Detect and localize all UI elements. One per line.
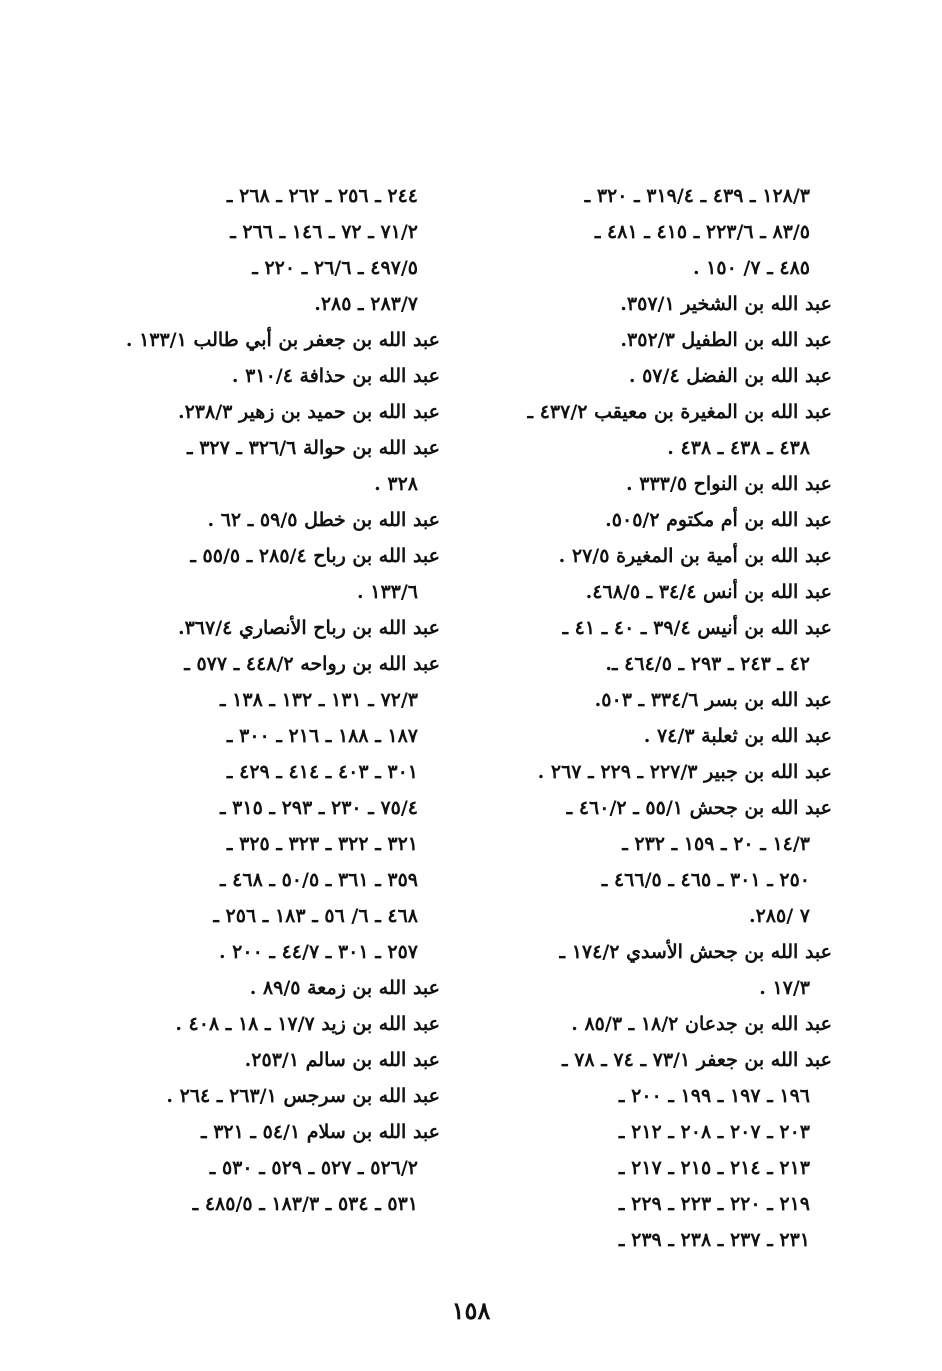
index-entry-continuation: ٣٥٩ ـ ٣٦١ ـ ٥٠/٥ ـ ٤٦٨ ـ — [219, 869, 418, 891]
index-entry-continuation: ٧١/٢ ـ ٧٢ ـ ١٤٦ ـ ٢٦٦ ـ — [230, 221, 418, 243]
index-entry-continuation: ٨٣/٥ ـ ٢٢٣/٦ ـ ٤١٥ ـ ٤٨١ ـ — [594, 221, 810, 243]
index-entry-continuation: ٢٨٣/٧ ـ ٢٨٥. — [314, 293, 418, 315]
index-entry: عبد الله بن حذافة ٣١٠/٤ . — [231, 365, 440, 387]
index-entry-continuation: ٣٢٨ . — [374, 473, 418, 495]
index-entry: عبد الله بن رواحه ٤٤٨/٢ ـ ٥٧٧ ـ — [184, 653, 440, 675]
index-entry: عبد الله بن جعفر بن أبي طالب ١٣٣/١ . — [125, 329, 440, 351]
index-entry: عبد الله بن سرجس ٢٦٣/١ ـ ٢٦٤ . — [166, 1085, 440, 1107]
index-entry: عبد الله بن جبير ٢٢٧/٣ ـ ٢٢٩ ـ ٢٦٧ . — [537, 761, 832, 783]
index-entry: عبد الله بن سالم ٢٥٣/١. — [244, 1049, 440, 1071]
index-entry-continuation: ١٤/٣ ـ ٢٠ ـ ١٥٩ ـ ٢٣٢ ـ — [622, 833, 810, 855]
index-entry-continuation: ٧٢/٣ ـ ١٣١ ـ ١٣٢ ـ ١٣٨ ـ — [219, 689, 418, 711]
index-entry: عبد الله بن زيد ١٧/٧ ـ ١٨ ـ ٤٠٨ . — [175, 1013, 440, 1035]
index-entry-continuation: ٢٥٠ ـ ٣٠١ ـ ٤٦٥ ـ ٤٦٦/٥ ـ — [601, 869, 810, 891]
index-entry-continuation: ٢١٩ ـ ٢٢٠ ـ ٢٢٣ ـ ٢٢٩ ـ — [618, 1193, 810, 1215]
index-column-left — [100, 178, 440, 1222]
index-entry-continuation: ٤٦٨ ـ ٦/ ٥٦ ـ ١٨٣ ـ ٢٥٦ ـ — [213, 905, 418, 927]
index-entry-continuation: ٤٨٥ ـ ٧/ ١٥٠ . — [692, 257, 810, 279]
index-entry-continuation: ١٩٦ ـ ١٩٧ ـ ١٩٩ ـ ٢٠٠ ـ — [618, 1085, 810, 1107]
index-entry-continuation: ١٧/٣ . — [759, 977, 810, 999]
index-entry: عبد الله بن رباح ٢٨٥/٤ ـ ٥٥/٥ ـ — [190, 545, 440, 567]
index-entry: عبد الله بن جحش الأسدي ١٧٤/٢ ـ — [559, 941, 832, 963]
index-entry: عبد الله بن أنس ٣٤/٤ ـ ٤٦٨/٥. — [585, 581, 832, 603]
index-entry-continuation: ١٨٧ ـ ١٨٨ ـ ٢١٦ ـ ٣٠٠ ـ — [226, 725, 418, 747]
index-entry-continuation: ٥٣١ ـ ٥٣٤ ـ ١٨٣/٣ ـ ٤٨٥/٥ ـ — [192, 1193, 418, 1215]
index-entry: عبد الله بن سلام ٥٤/١ ـ ٣٢١ ـ — [201, 1121, 440, 1143]
index-entry: عبد الله بن خطل ٥٩/٥ ـ ٦٢ . — [207, 509, 440, 531]
index-entry: عبد الله بن رباح الأنصاري ٣٦٧/٤. — [177, 617, 440, 639]
index-entry-continuation: ٧٥/٤ ـ ٢٣٠ ـ ٢٩٣ ـ ٣١٥ ـ — [219, 797, 418, 819]
index-entry-continuation: ٢٥٧ ـ ٣٠١ ـ ٤٤/٧ ـ ٢٠٠ . — [218, 941, 418, 963]
index-entry: عبد الله بن جدعان ١٨/٢ ـ ٨٥/٣ . — [571, 1013, 832, 1035]
index-entry: عبد الله بن الفضل ٥٧/٤ . — [628, 365, 832, 387]
index-column-right — [492, 178, 832, 1258]
index-entry: عبد الله بن بسر ٣٣٤/٦ ـ ٥٠٣. — [594, 689, 832, 711]
index-entry-continuation: ١٢٨/٣ ـ ٤٣٩ ـ ٣١٩/٤ ـ ٣٢٠ ـ — [584, 185, 810, 207]
index-entry: عبد الله بن ثعلبة ٧٤/٣ . — [643, 725, 832, 747]
index-entry: عبد الله بن جعفر ٧٣/١ ـ ٧٤ ـ ٧٨ ـ — [562, 1049, 832, 1071]
index-entry-continuation: ٢٠٣ ـ ٢٠٧ ـ ٢٠٨ ـ ٢١٢ ـ — [618, 1121, 810, 1143]
index-entry: عبد الله بن زمعة ٨٩/٥ . — [249, 977, 440, 999]
index-entry-continuation: ٢١٣ ـ ٢١٤ ـ ٢١٥ ـ ٢١٧ ـ — [618, 1157, 810, 1179]
index-entry-continuation: ٤٢ ـ ٢٤٣ ـ ٢٩٣ ـ ٤٦٤/٥ ـ. — [605, 653, 810, 675]
index-entry-continuation: ٢٣١ ـ ٢٣٧ ـ ٢٣٨ ـ ٢٣٩ ـ — [618, 1229, 810, 1251]
index-entry: عبد الله بن أمية بن المغيرة ٢٧/٥ . — [558, 545, 832, 567]
index-entry-continuation: ٥٢٦/٢ ـ ٥٢٧ ـ ٥٢٩ ـ ٥٣٠ ـ — [209, 1157, 418, 1179]
index-entry: عبد الله بن الشخير ٣٥٧/١. — [620, 293, 832, 315]
index-entry-continuation: ٤٣٨ ـ ٤٣٨ ـ ٤٣٨ . — [667, 437, 810, 459]
index-entry: عبد الله بن جحش ٥٥/١ ـ ٤٦٠/٢ ـ — [566, 797, 832, 819]
index-entry-continuation: ٢٤٤ ـ ٢٥٦ ـ ٢٦٢ ـ ٢٦٨ ـ — [226, 185, 418, 207]
index-entry-continuation: ٤٩٧/٥ ـ ٢٦/٦ ـ ٢٢٠ ـ — [252, 257, 418, 279]
index-entry-continuation: ٣٠١ ـ ٤٠٣ ـ ٤١٤ ـ ٤٢٩ ـ — [226, 761, 418, 783]
index-entry-continuation: ٧ /٢٨٥. — [748, 905, 810, 927]
index-entry: عبد الله بن المغيرة بن معيقب ٤٣٧/٢ ـ — [527, 401, 832, 423]
index-entry-continuation: ٣٢١ ـ ٣٢٢ ـ ٣٢٣ ـ ٣٢٥ ـ — [226, 833, 418, 855]
page-number: ١٥٨ — [451, 1296, 491, 1325]
index-entry: عبد الله بن حميد بن زهير ٢٣٨/٣. — [177, 401, 440, 423]
index-entry: عبد الله بن أم مكتوم ٥٠٥/٢. — [605, 509, 832, 531]
index-entry-continuation: ١٣٣/٦ . — [357, 581, 418, 603]
index-entry: عبد الله بن حوالة ٣٢٦/٦ ـ ٣٢٧ ـ — [187, 437, 440, 459]
index-entry: عبد الله بن الطفيل ٣٥٢/٣. — [620, 329, 832, 351]
index-entry: عبد الله بن النواح ٣٣٣/٥ . — [626, 473, 832, 495]
index-entry: عبد الله بن أنيس ٣٩/٤ ـ ٤٠ ـ ٤١ ـ — [562, 617, 832, 639]
